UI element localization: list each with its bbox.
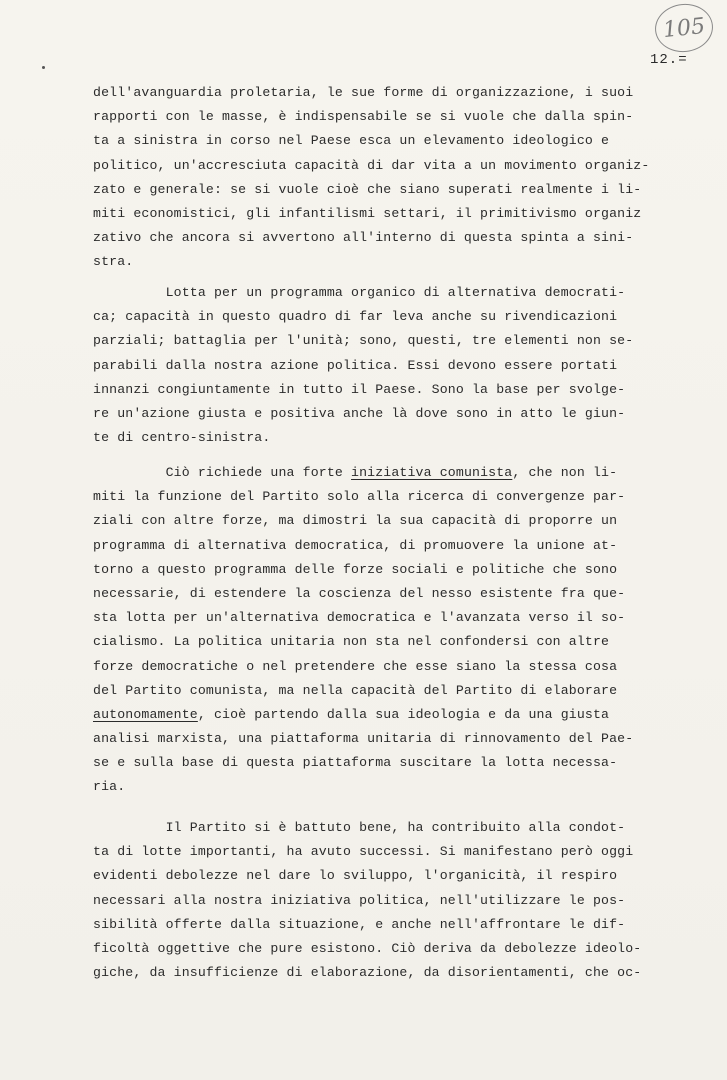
text-line: torno a questo programma delle forze sociali e politiche che sono	[93, 561, 618, 577]
paragraph-3	[93, 461, 713, 800]
page-number: 12.=	[650, 52, 688, 68]
paragraph-4	[93, 816, 713, 985]
text-line: evidenti debolezze nel dare lo sviluppo, l'organicità, il respiro	[93, 868, 618, 884]
text-line: innanzi congiuntamente in tutto il Paese. Sono la base per svolge-	[93, 381, 626, 397]
margin-dot	[42, 66, 45, 69]
text-line: parziali; battaglia per l'unità; sono, questi, tre elementi non se-	[93, 333, 634, 349]
text-line: politico, un'accresciuta capacità di dar vita a un movimento organiz-	[93, 157, 650, 173]
underlined-phrase: autonomamente	[93, 706, 198, 722]
text-segment: Ciò richiede una forte	[93, 465, 352, 480]
text-line: sibilità offerte dalla situazione, e anche nell'affrontare le dif-	[93, 916, 626, 932]
text-line: sta lotta per un'alternativa democratica e l'avanzata verso il so-	[93, 610, 626, 626]
text-line: parabili dalla nostra azione politica. Essi devono essere portati	[93, 357, 618, 373]
text-line: cialismo. La politica unitaria non sta nel confondersi con altre	[93, 634, 610, 650]
text-line: miti economistici, gli infantilismi settari, il primitivismo organiz	[93, 205, 642, 221]
stamp-label: 105	[661, 13, 707, 43]
text-line: giche, da insufficienze di elaborazione, da disorientamenti, che oc-	[93, 965, 642, 981]
text-line: miti la funzione del Partito solo alla ricerca di convergenze par-	[93, 489, 626, 505]
text-line: del Partito comunista, ma nella capacità del Partito di elaborare	[93, 682, 618, 698]
page-stamp	[653, 1, 716, 55]
paragraph-2	[93, 281, 713, 450]
text-line	[93, 703, 713, 727]
text-line: ficoltà oggettive che pure esistono. Ciò deriva da debolezze ideolo-	[93, 940, 642, 956]
text-line: necessarie, di estendere la coscienza del nesso esistente fra que-	[93, 585, 626, 601]
text-line: forze democratiche o nel pretendere che esse siano la stessa cosa	[93, 658, 618, 674]
text-segment: , che non li-	[512, 465, 618, 480]
text-line: ta a sinistra in corso nel Paese esca un elevamento ideologico e	[93, 133, 610, 149]
text-line	[93, 461, 713, 485]
text-line: ca; capacità in questo quadro di far leva anche su rivendicazioni	[93, 309, 618, 325]
text-line: zato e generale: se si vuole cioè che siano superati realmente i li-	[93, 181, 642, 197]
underlined-phrase: iniziativa comunista	[351, 465, 513, 480]
text-line: analisi marxista, una piattaforma unitaria di rinnovamento del Pae-	[93, 731, 634, 747]
text-line: se e sulla base di questa piattaforma suscitare la lotta necessa-	[93, 755, 618, 771]
text-line: dell'avanguardia proletaria, le sue forme di organizzazione, i suoi	[93, 85, 634, 100]
text-line: zativo che ancora si avvertono all'interno di questa spinta a sini-	[93, 230, 634, 246]
text-line: ziali con altre forze, ma dimostri la sua capacità di proporre un	[93, 513, 618, 529]
text-line: ria.	[93, 779, 126, 795]
text-line: Il Partito si è battuto bene, ha contribuito alla condot-	[93, 820, 626, 835]
text-segment: , cioè partendo dalla sua ideologia e da una giusta	[197, 706, 610, 722]
paragraph-1	[93, 81, 713, 275]
text-line: programma di alternativa democratica, di promuovere la unione at-	[93, 537, 618, 553]
text-line: necessari alla nostra iniziativa politica, nell'utilizzare le pos-	[93, 892, 626, 908]
text-line: stra.	[93, 254, 134, 270]
text-line: re un'azione giusta e positiva anche là dove sono in atto le giun-	[93, 405, 626, 421]
text-line: ta di lotte importanti, ha avuto successi. Si manifestano però oggi	[93, 844, 634, 860]
text-line: rapporti con le masse, è indispensabile se si vuole che dalla spin-	[93, 109, 634, 125]
text-line: te di centro-sinistra.	[93, 430, 271, 446]
text-line: Lotta per un programma organico di alternativa democrati-	[93, 285, 626, 300]
